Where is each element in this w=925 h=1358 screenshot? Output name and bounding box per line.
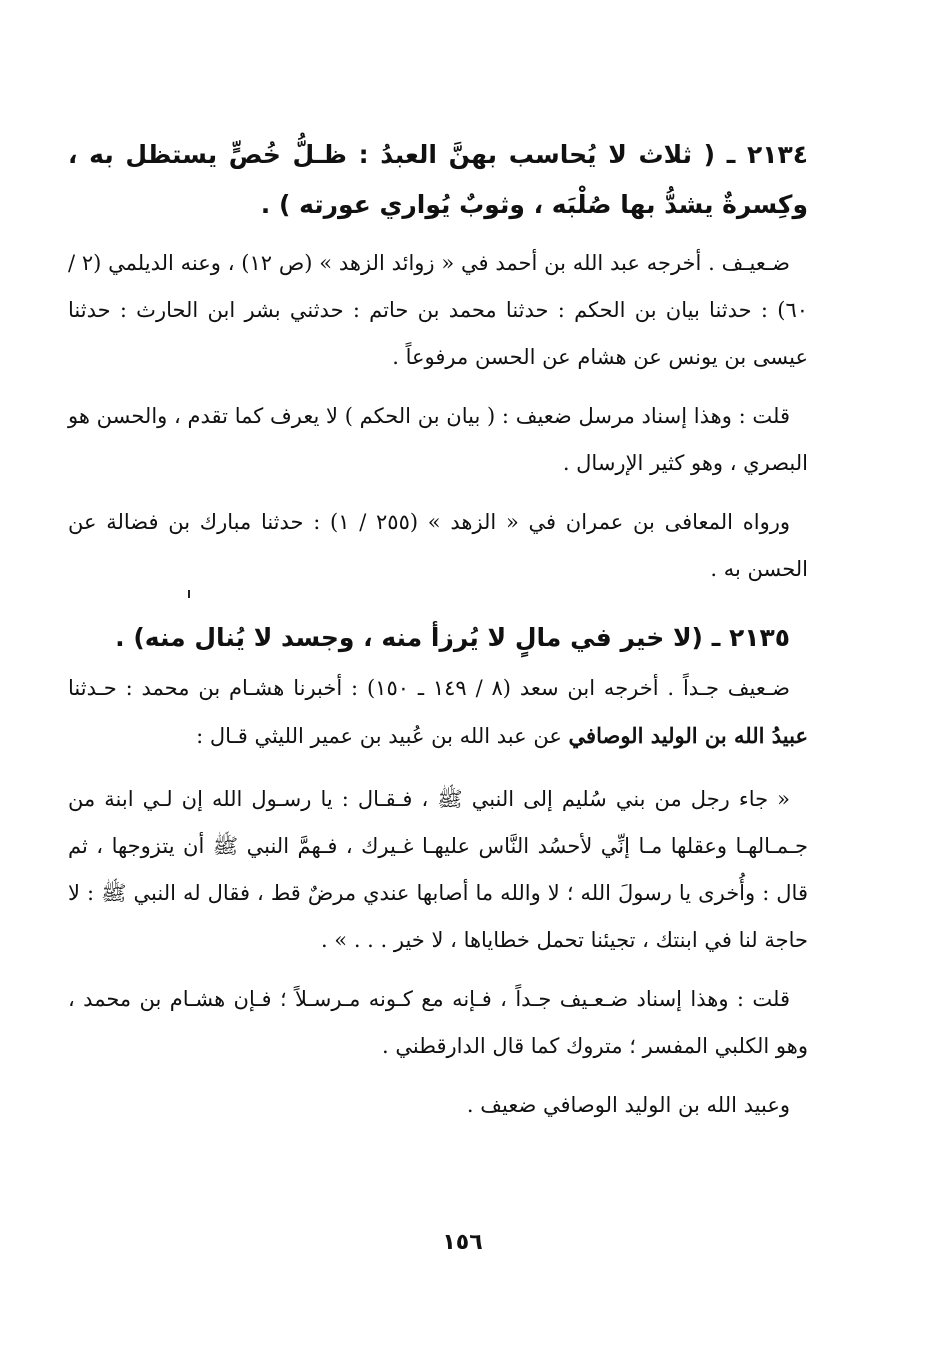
commentary-2135-note: قلت : وهذا إسناد ضـعـيف جـداً ، فـإنه مع كـونه مـرسـلاً ؛ فـإن هشـام بن محمد ، وهو الكلبي المفسر ؛ متروك كما قال الدارقطني . bbox=[68, 987, 808, 1058]
commentary-2134-grading: ضـعيـف . أخرجه عبد الله بن أحمد في « زوائد الزهد » (ص ١٢) ، وعنه الديلمي (٢ / ٦٠) : حدثنا بيان بن الحكم : حدثنا محمد بن حاتم : حدثني بشر ابن الحارث : حدثنا عيسى بن يونس عن هشام عن الحسن مرفوعاً . bbox=[68, 251, 808, 369]
commentary-2135-grading-start: ضـعيف جـداً . أخرجه ابن سعد (٨ / ١٤٩ ـ ١٥٠) : أخبرنا هشـام بن محمد : حـدثنا bbox=[68, 676, 790, 700]
commentary-2135-narrator-note: وعبيد الله بن الوليد الوصافي ضعيف . bbox=[466, 1093, 790, 1117]
page-body bbox=[68, 130, 808, 1129]
hadith-2134: ٢١٣٤ ـ ( ثلاث لا يُحاسب بهنَّ العبدُ : ظـلُّ خُصٍّ يستظل به ، وكِسرةٌ يشدُّ بها صُلْبَه ، وثوبٌ يُواري عورته ) . bbox=[68, 140, 808, 219]
narrator-name: عبيدُ الله بن الوليد الوصافي bbox=[568, 723, 808, 748]
page-number: ١٥٦ bbox=[442, 1230, 483, 1255]
commentary-2135-grading bbox=[68, 665, 808, 760]
commentary-2134-alt-narration: ورواه المعافى بن عمران في « الزهد » (٢٥٥ / ١) : حدثنا مبارك بن فضالة عن الحسن به . bbox=[68, 510, 808, 581]
commentary-2134-note: قلت : وهذا إسناد مرسل ضعيف : ( بيان بن الحكم ) لا يعرف كما تقدم ، والحسن هو البصري ، وهو كثير الإرسال . bbox=[68, 404, 808, 475]
hadith-2135: ٢١٣٥ ـ (لا خير في مالٍ لا يُرزأ منه ، وجسد لا يُنال منه) . bbox=[115, 623, 790, 652]
hadith-2135-full-text: « جاء رجل من بني سُليم إلى النبي ﷺ ، فـقـال : يا رسـول الله إن لـي ابنة من جـمـالهـا وعقلها مـا إنِّي لأحسُد النَّاس عليهـا غـيرك ، فـهمَّ النبي ﷺ أن يتزوجها ، ثم قال : وأُخرى يا رسولَ الله ؛ لا والله ما أصابها عندي مرضٌ قط ، فقال له النبي ﷺ : لا حاجة لنا في ابنتك ، تجيئنا تحمل خطاياها ، لا خير . . . » . bbox=[68, 787, 808, 952]
commentary-2135-grading-end: عن عبد الله بن عُبيد بن عمير الليثي قـال : bbox=[196, 724, 569, 748]
stray-mark bbox=[188, 590, 190, 598]
